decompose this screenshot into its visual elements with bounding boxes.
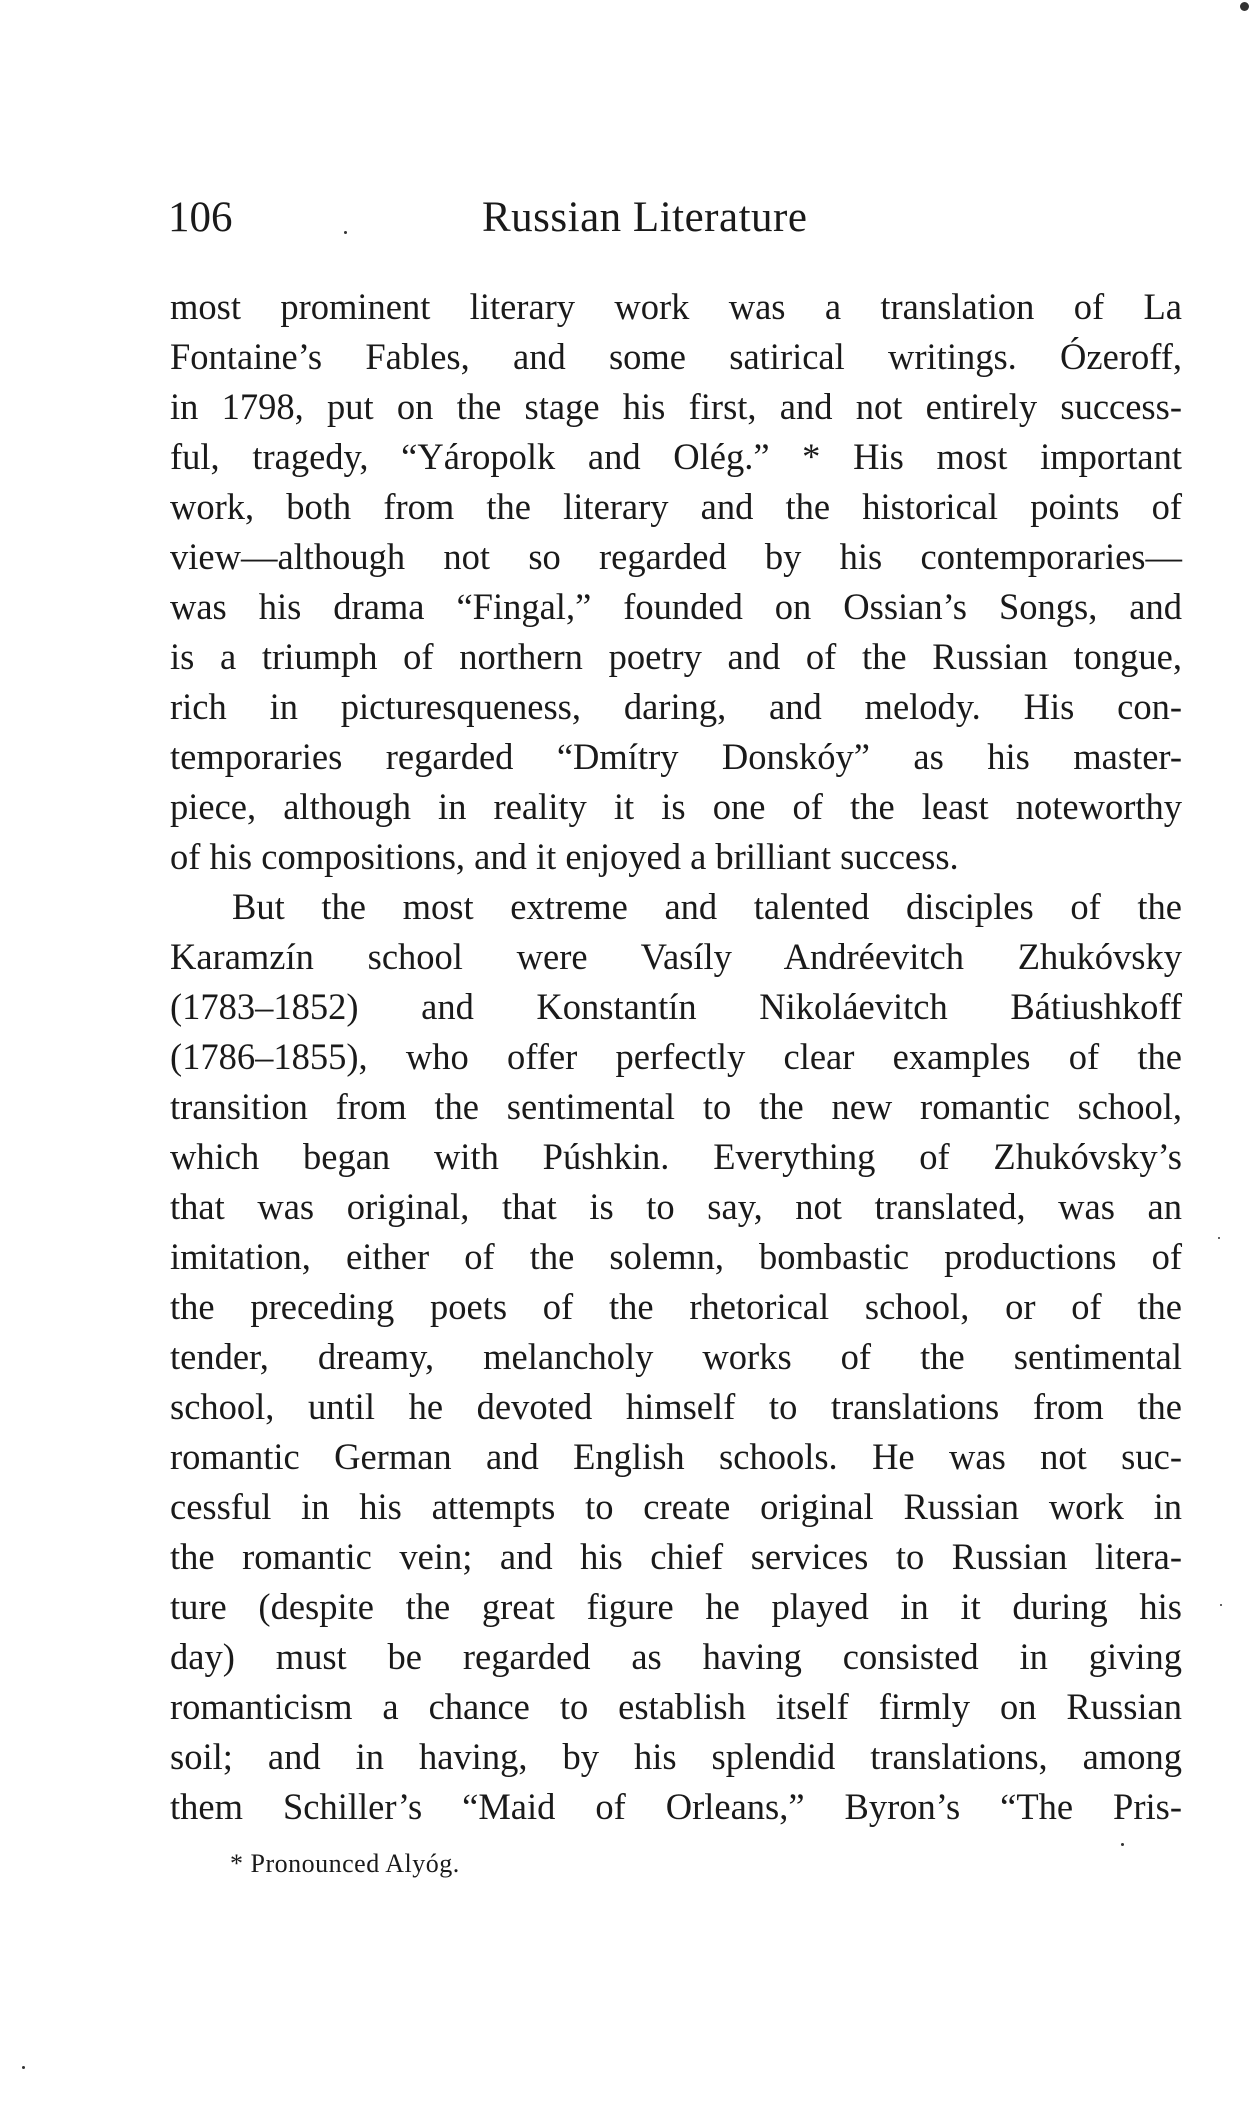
text-line: soil; and in having, by his splendid translations, among [170, 1736, 1182, 1777]
text-line: cessful in his attempts to create original Russian work in [170, 1486, 1182, 1527]
text-line: the romantic vein; and his chief services to Russian litera- [170, 1536, 1182, 1577]
text-line: tender, dreamy, melancholy works of the sentimental [170, 1336, 1182, 1377]
text-line: (1786–1855), who offer perfectly clear examples of the [170, 1036, 1182, 1077]
scan-speck [1218, 1237, 1220, 1239]
text-line: romantic German and English schools. He was not suc- [170, 1436, 1182, 1477]
text-line: them Schiller’s “Maid of Orleans,” Byron’s “The Pris- [170, 1786, 1182, 1827]
text-line: in 1798, put on the stage his first, and not entirely success- [170, 386, 1182, 427]
text-line: of his compositions, and it enjoyed a brilliant success. [170, 836, 959, 877]
text-line: ful, tragedy, “Yáropolk and Olég.” * His most important [170, 436, 1182, 477]
text-line: which began with Púshkin. Everything of Zhukóvsky’s [170, 1136, 1182, 1177]
text-line: romanticism a chance to establish itself firmly on Russian [170, 1686, 1182, 1727]
text-line: most prominent literary work was a translation of La [170, 286, 1182, 327]
text-line: transition from the sentimental to the new romantic school, [170, 1086, 1182, 1127]
text-line: piece, although in reality it is one of the least noteworthy [170, 786, 1182, 827]
text-line: Karamzín school were Vasíly Andréevitch Zhukóvsky [170, 936, 1182, 977]
footnote: * Pronounced Alyóg. [230, 1849, 460, 1878]
body-text [170, 282, 1182, 1832]
page-number: 106 [168, 194, 233, 241]
text-line: work, both from the literary and the historical points of [170, 486, 1182, 527]
text-line: Fontaine’s Fables, and some satirical writings. Ózeroff, [170, 336, 1182, 377]
text-line: day) must be regarded as having consisted in giving [170, 1636, 1182, 1677]
text-line: that was original, that is to say, not translated, was an [170, 1186, 1182, 1227]
text-line: imitation, either of the solemn, bombastic productions of [170, 1236, 1182, 1277]
text-line: was his drama “Fingal,” founded on Ossian’s Songs, and [170, 586, 1182, 627]
text-line: (1783–1852) and Konstantín Nikoláevitch Bátiushkoff [170, 986, 1182, 1027]
scan-speck [22, 2066, 25, 2069]
page-title: Russian Literature [482, 194, 808, 241]
text-line: view—although not so regarded by his contemporaries— [170, 536, 1182, 577]
text-line: is a triumph of northern poetry and of the Russian tongue, [170, 636, 1182, 677]
running-head [168, 188, 1178, 248]
text-line-indented: But the most extreme and talented disciples of the [232, 886, 1182, 927]
text-line: the preceding poets of the rhetorical school, or of the [170, 1286, 1182, 1327]
text-line: temporaries regarded “Dmítry Donskóy” as his master- [170, 736, 1182, 777]
scan-speck [344, 231, 347, 234]
text-line: rich in picturesqueness, daring, and melody. His con- [170, 686, 1182, 727]
text-line: ture (despite the great figure he played in it during his [170, 1586, 1182, 1627]
scan-speck [1220, 1604, 1222, 1606]
scan-speck [1240, 2, 1249, 11]
scan-speck [1121, 1843, 1124, 1846]
text-line: school, until he devoted himself to translations from the [170, 1386, 1182, 1427]
